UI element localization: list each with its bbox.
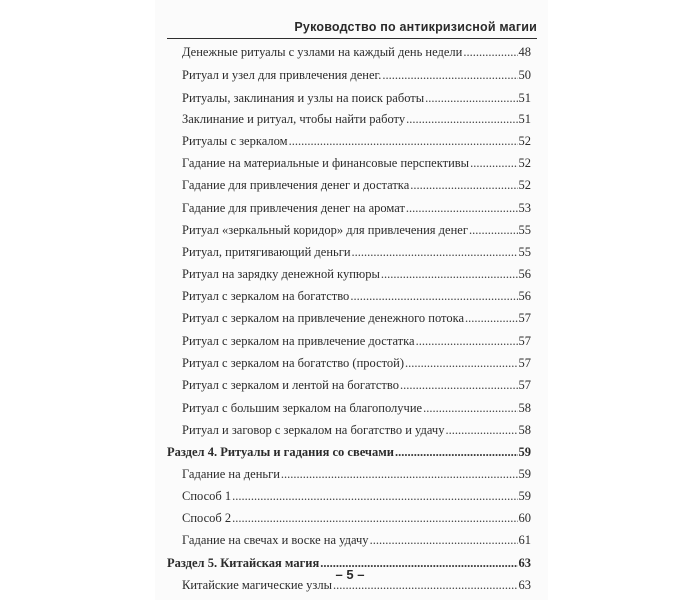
toc-entry — [182, 131, 531, 151]
toc-entry-page: 61 — [518, 533, 531, 547]
dot-leader — [423, 398, 517, 418]
toc-entry-title: Ритуал с зеркалом на привлечение денежного потока — [182, 311, 465, 325]
toc-entry — [182, 286, 531, 306]
toc-entry-page: 60 — [518, 511, 531, 525]
toc-entry-title: Китайские магические узлы — [182, 578, 333, 592]
toc-entry-page: 59 — [518, 489, 531, 503]
toc-entry-title: Ритуал с большим зеркалом на благополучие — [182, 401, 423, 415]
toc-entry — [182, 508, 531, 528]
toc-entry-title: Гадание для привлечения денег и достатка — [182, 178, 410, 192]
dot-leader — [400, 375, 518, 395]
dot-leader — [445, 420, 517, 440]
toc-entry — [182, 42, 531, 62]
dot-leader — [406, 198, 518, 218]
toc-entry-page: 52 — [518, 134, 531, 148]
toc-entry — [182, 464, 531, 484]
toc-entry-title: Способ 1 — [182, 489, 232, 503]
toc-entry — [182, 420, 531, 440]
toc-entry-title: Ритуал, притягивающий деньги — [182, 245, 351, 259]
toc-entry — [182, 375, 531, 395]
toc-entry-page: 53 — [518, 201, 531, 215]
toc-entry — [182, 398, 531, 418]
toc-entry-title: Ритуалы с зеркалом — [182, 134, 288, 148]
dot-leader — [352, 242, 518, 262]
toc-entry-page: 51 — [518, 91, 531, 105]
dot-leader — [425, 88, 517, 108]
toc-entry-title: Ритуал с зеркалом и лентой на богатство — [182, 378, 399, 392]
toc-entry-title: Ритуал и узел для привлечения денег. — [182, 68, 382, 82]
dot-leader — [232, 486, 517, 506]
dot-leader — [350, 286, 517, 306]
dot-leader — [382, 65, 517, 85]
toc-entry-page: 58 — [518, 423, 531, 437]
toc-entry-page: 50 — [518, 68, 531, 82]
toc-entry-title: Гадание на материальные и финансовые перспективы — [182, 156, 470, 170]
dot-leader — [463, 42, 517, 62]
toc-entry — [182, 486, 531, 506]
dot-leader — [289, 131, 518, 151]
toc-entry-title: Ритуал с зеркалом на богатство — [182, 289, 350, 303]
toc-entry-page: 56 — [518, 267, 531, 281]
toc-entry-title: Раздел 4. Ритуалы и гадания со свечами — [167, 445, 394, 459]
toc-entry-page: 57 — [518, 378, 531, 392]
toc-entry-page: 55 — [518, 223, 531, 237]
toc-entry-title: Ритуал и заговор с зеркалом на богатство и удачу — [182, 423, 445, 437]
toc-entry-title: Ритуал с зеркалом на богатство (простой) — [182, 356, 405, 370]
toc-entry-title: Способ 2 — [182, 511, 232, 525]
toc-entry-page: 63 — [518, 578, 531, 592]
toc-entry-page: 56 — [518, 289, 531, 303]
dot-leader — [381, 264, 518, 284]
toc-section-entry — [167, 442, 531, 462]
header-title: Руководство по антикризисной магии — [294, 20, 537, 34]
dot-leader — [370, 530, 518, 550]
toc-entry-page: 52 — [518, 178, 531, 192]
toc-entry-page: 58 — [518, 401, 531, 415]
toc-entry — [182, 198, 531, 218]
toc-entry-page: 57 — [518, 311, 531, 325]
toc-entry-title: Ритуал «зеркальный коридор» для привлечения денег — [182, 223, 468, 237]
toc-entry-page: 63 — [518, 556, 531, 570]
toc-entry — [182, 109, 531, 129]
toc-entry — [182, 175, 531, 195]
toc-entry-title: Ритуалы, заклинания и узлы на поиск работы — [182, 91, 425, 105]
toc-entry — [182, 220, 531, 240]
toc-entry-page: 48 — [518, 45, 531, 59]
dot-leader — [406, 109, 517, 129]
toc-entry-title: Раздел 5. Китайская магия — [167, 556, 320, 570]
toc-entry — [182, 264, 531, 284]
toc-entry — [182, 88, 531, 108]
toc-entry — [182, 353, 531, 373]
dot-leader — [232, 508, 517, 528]
dot-leader — [469, 220, 518, 240]
running-header — [167, 10, 537, 39]
dot-leader — [465, 308, 517, 328]
toc-entry-page: 57 — [518, 334, 531, 348]
toc-entry-page: 52 — [518, 156, 531, 170]
toc-entry-title: Гадание на деньги — [182, 467, 280, 481]
toc-entry-title: Ритуал на зарядку денежной купюры — [182, 267, 380, 281]
toc-entry-title: Гадание для привлечения денег на аромат — [182, 201, 405, 215]
toc-entry-title: Заклинание и ритуал, чтобы найти работу — [182, 112, 406, 126]
dot-leader — [470, 153, 517, 173]
toc-entry-title: Ритуал с зеркалом на привлечение достатка — [182, 334, 415, 348]
page-number: – 5 – — [335, 567, 365, 582]
dot-leader — [405, 353, 517, 373]
dot-leader — [416, 331, 518, 351]
toc-entry — [182, 65, 531, 85]
toc-entry — [182, 153, 531, 173]
dot-leader — [410, 175, 517, 195]
toc-entry-page: 59 — [518, 445, 531, 459]
toc-entry-page: 55 — [518, 245, 531, 259]
toc-entry — [182, 331, 531, 351]
toc-entry-title: Денежные ритуалы с узлами на каждый день недели — [182, 45, 463, 59]
toc-entry-title: Гадание на свечах и воске на удачу — [182, 533, 369, 547]
toc-entry-page: 51 — [518, 112, 531, 126]
dot-leader — [281, 464, 518, 484]
dot-leader — [395, 442, 518, 462]
toc-entry-page: 59 — [518, 467, 531, 481]
toc-entry-page: 57 — [518, 356, 531, 370]
toc-entry — [182, 308, 531, 328]
toc-entry — [182, 530, 531, 550]
toc-entry — [182, 242, 531, 262]
